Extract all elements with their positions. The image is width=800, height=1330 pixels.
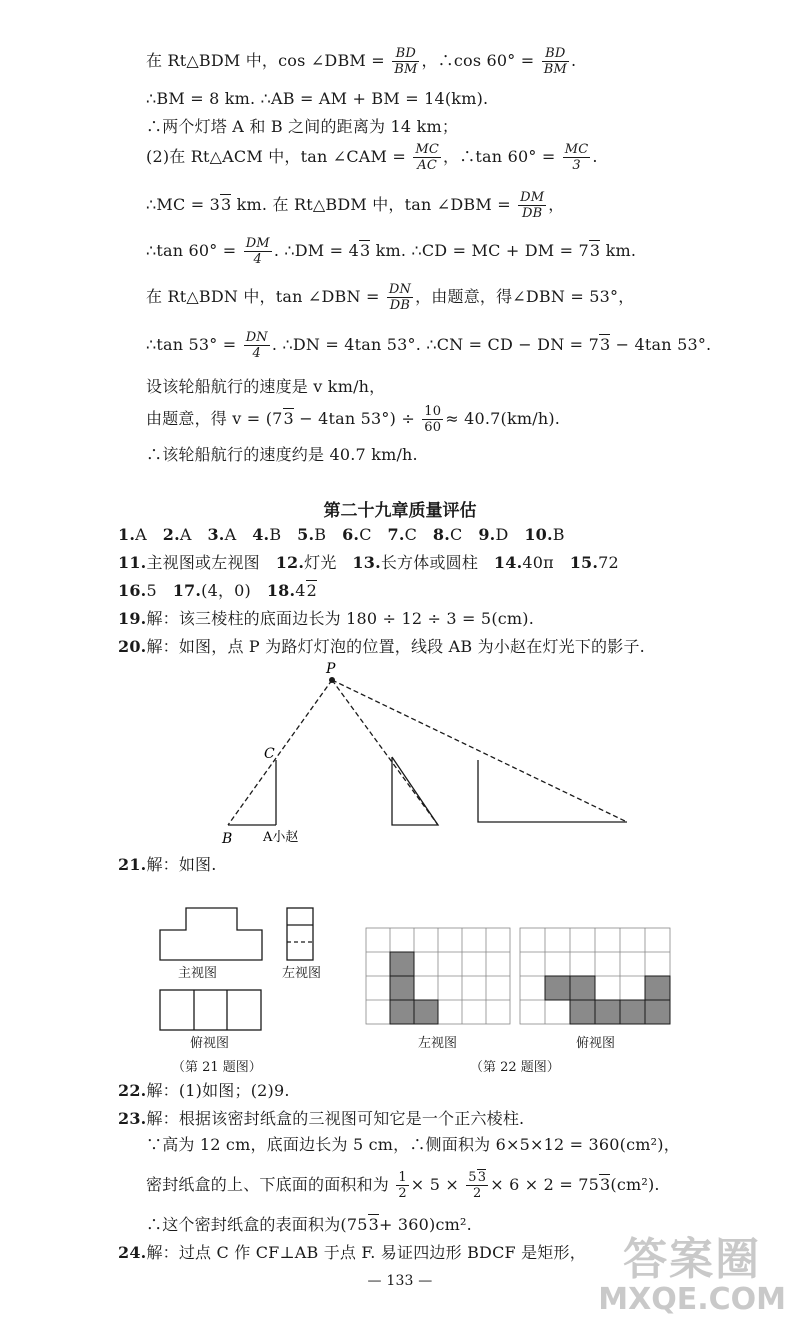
caption-fig-21: （第 21 题图） <box>172 1060 262 1075</box>
label-front-view: 主视图 <box>178 966 218 981</box>
lamp-point-p <box>329 677 335 683</box>
fraction: $\frac{DM}{DB}$ <box>520 190 545 221</box>
pole-2-shadow <box>392 757 438 825</box>
label-left-view-21: 左视图 <box>282 966 322 981</box>
fraction: $\frac{53}{2}$ <box>468 1170 487 1201</box>
solution-line-7: 在 Rt△BDN 中，tan ∠DBN = $\frac{DN}{DB}$ ，由题意，得∠DBN = 53°， <box>146 282 635 313</box>
top-view-outline <box>160 990 261 1030</box>
solution-line-2: ∴BM = 8 km. ∴AB = AM + BM = 14(km). <box>146 89 489 108</box>
fraction: $\frac{1}{2}$ <box>398 1170 407 1201</box>
solution-line-4: (2)在 Rt△ACM 中，tan ∠CAM = $\frac{MC}{AC}$ ，∴tan 60° = $\frac{MC}{3}$ . <box>146 142 598 173</box>
answers-row-3: 16.5 17.(4，0) 18.42 <box>118 581 318 600</box>
question-24: 24.解：过点 C 作 CF⊥AB 于点 F. 易证四边形 BDCF 是矩形， <box>118 1243 586 1262</box>
pole-3-shadow <box>478 760 627 822</box>
page-number: — 133 — <box>367 1273 433 1289</box>
label-b: B <box>222 831 233 847</box>
question-23-line-3: 密封纸盒的上、下底面的面积和为 $\frac{1}{2}$ × 5 × $\frac{53}{2}$ × 6 × 2 = 753(cm²). <box>146 1170 660 1201</box>
label-a-xiaozhao: A小赵 <box>263 830 299 845</box>
left-view-outline <box>287 908 313 960</box>
question-19: 19.解：该三棱柱的底面边长为 180 ÷ 12 ÷ 3 = 5(cm). <box>118 609 535 628</box>
question-23-line-4: ∴这个密封纸盒的表面积为(753+ 360)cm². <box>146 1215 472 1234</box>
answers-row-2: 11.主视图或左视图 12.灯光 13.长方体或圆柱 14.40π 15.72 <box>118 553 619 572</box>
solution-line-8: ∴tan 53° = $\frac{DN}{4}$ . ∴DN = 4tan 53°. ∴CN = CD − DN = 73 − 4tan 53°. <box>146 330 712 361</box>
label-top-view-22: 俯视图 <box>576 1036 616 1051</box>
question-20: 20.解：如图，点 P 为路灯灯泡的位置，线段 AB 为小赵在灯光下的影子. <box>118 637 645 656</box>
light-ray-to-pole-3 <box>332 680 627 822</box>
section-title: 第二十九章质量评估 <box>323 501 477 521</box>
answers-row-1: 1.A 2.A 3.A 4.B 5.B 6.C 7.C 8.C 9.D 10.B <box>118 525 565 544</box>
solution-line-5: ∴MC = 33 km. 在 Rt△BDM 中，tan ∠DBM = $\frac{DM}{DB}$ ， <box>146 190 565 221</box>
caption-fig-22: （第 22 题图） <box>470 1060 560 1075</box>
light-ray-to-b <box>228 680 332 825</box>
solution-line-1: 在 Rt△BDM 中，cos ∠DBM = $\frac{BD}{BM}$ ，∴cos 60° = $\frac{BD}{BM}$ . <box>146 46 577 77</box>
question-23-line-2: ∵高为 12 cm，底面边长为 5 cm，∴侧面积为 6×5×12 = 360(cm²)， <box>146 1135 680 1154</box>
fraction: $\frac{BD}{BM}$ <box>394 46 418 77</box>
fraction: $\frac{MC}{3}$ <box>564 142 589 173</box>
front-view-outline <box>160 908 262 960</box>
fraction: $\frac{DN}{4}$ <box>245 330 268 361</box>
watermark-logo: 答案圈 MXQE.COM <box>598 1234 786 1317</box>
solution-line-6: ∴tan 60° = $\frac{DM}{4}$ . ∴DM = 43 km. ∴CD = MC + DM = 73 km. <box>146 236 637 267</box>
solution-line-9: 设该轮船航行的速度是 v km/h， <box>146 377 386 396</box>
fraction: $\frac{10}{60}$ <box>424 404 442 435</box>
label-left-view-22: 左视图 <box>418 1036 458 1051</box>
fraction: $\frac{DM}{4}$ <box>245 236 270 267</box>
light-ray-to-pole-2 <box>332 680 438 825</box>
grid-22-left-cells <box>390 952 438 1024</box>
label-c: C <box>264 746 275 762</box>
question-21: 21.解：如图. <box>118 855 217 874</box>
figure-20-diagram <box>0 660 800 850</box>
solution-line-10: 由题意，得 v = (73 − 4tan 53°) ÷ $\frac{10}{60}$ ≈ 40.7(km/h). <box>146 404 561 435</box>
label-top-view-21: 俯视图 <box>190 1036 230 1051</box>
question-22: 22.解：(1)如图；(2)9. <box>118 1081 290 1100</box>
figure-21-22-diagram <box>0 898 800 1078</box>
fraction: $\frac{BD}{BM}$ <box>543 46 567 77</box>
solution-line-3: ∴两个灯塔 A 和 B 之间的距离为 14 km； <box>146 117 459 136</box>
grid-22-top-cells <box>545 976 670 1024</box>
question-23: 23.解：根据该密封纸盒的三视图可知它是一个正六棱柱. <box>118 1109 525 1128</box>
solution-line-11: ∴该轮船航行的速度约是 40.7 km/h. <box>146 445 418 464</box>
label-p: P <box>326 661 336 677</box>
fraction: $\frac{DN}{DB}$ <box>388 282 412 313</box>
fraction: $\frac{MC}{AC}$ <box>415 142 440 173</box>
